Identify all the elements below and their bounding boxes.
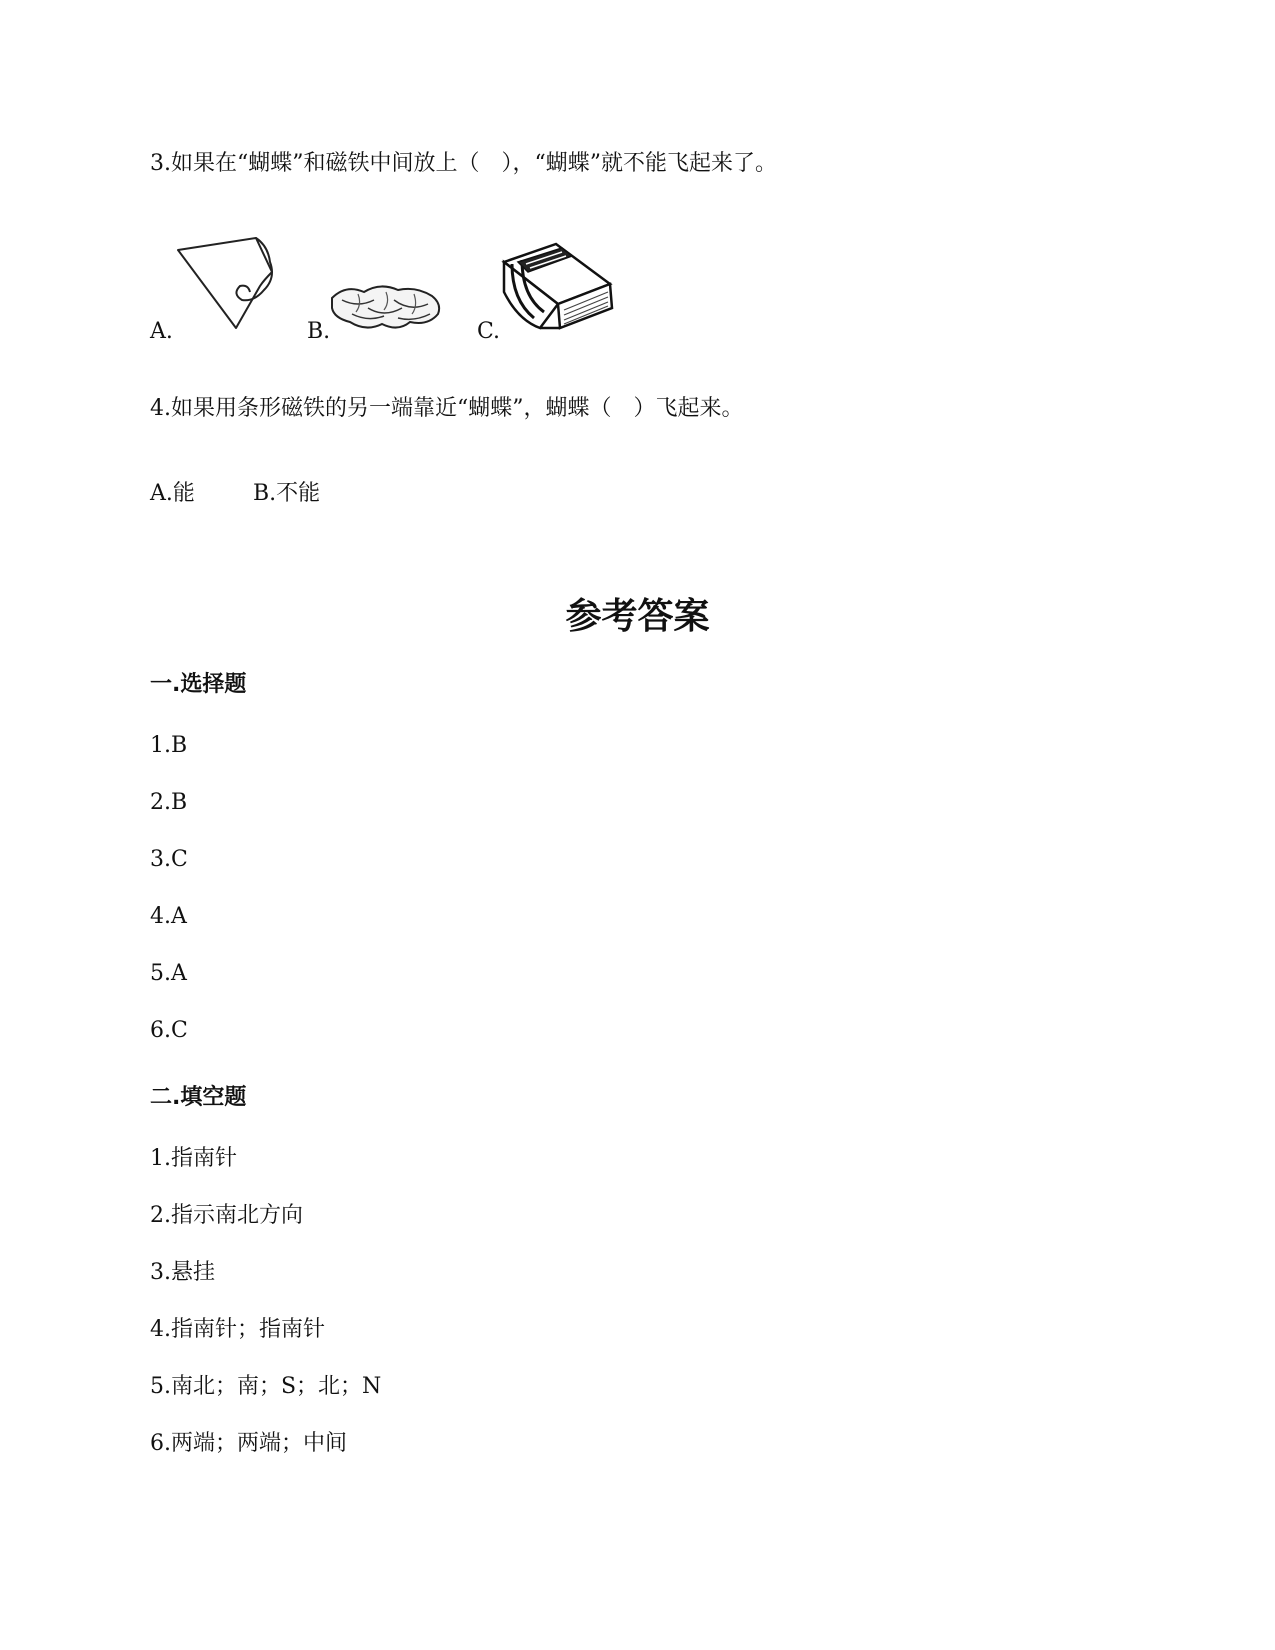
paper-sheet-image xyxy=(172,232,282,332)
section-heading-fill: 二.填空题 xyxy=(150,1085,247,1110)
answer-item: 6.C xyxy=(150,1018,188,1043)
option-a-label: A.能 xyxy=(150,481,195,506)
book-image xyxy=(498,240,618,336)
option-a-label: A. xyxy=(150,319,173,344)
option-b-label: B. xyxy=(307,319,331,344)
question-3-text: 3.如果在“蝴蝶”和磁铁中间放上（ ），“蝴蝶”就不能飞起来了。 xyxy=(150,151,777,176)
answer-item: 1.指南针 xyxy=(150,1146,237,1171)
answer-item: 3.C xyxy=(150,847,188,872)
answer-item: 5.A xyxy=(150,961,187,986)
option-b-label: B.不能 xyxy=(253,481,321,506)
answers-title: 参考答案 xyxy=(565,596,710,637)
answer-item: 3.悬挂 xyxy=(150,1260,215,1285)
answer-item: 1.B xyxy=(150,733,188,758)
answer-item: 4.指南针；指南针 xyxy=(150,1317,325,1342)
cloth-image xyxy=(328,278,444,336)
answer-item: 5.南北；南；S；北；N xyxy=(150,1374,382,1399)
section-heading-choice: 一.选择题 xyxy=(150,672,247,697)
answer-item: 2.B xyxy=(150,790,188,815)
answer-item: 2.指示南北方向 xyxy=(150,1203,303,1228)
answer-item: 6.两端；两端；中间 xyxy=(150,1431,347,1456)
option-c-label: C. xyxy=(477,319,501,344)
question-4-text: 4.如果用条形磁铁的另一端靠近“蝴蝶”，蝴蝶（ ）飞起来。 xyxy=(150,396,744,421)
answer-item: 4.A xyxy=(150,904,187,929)
